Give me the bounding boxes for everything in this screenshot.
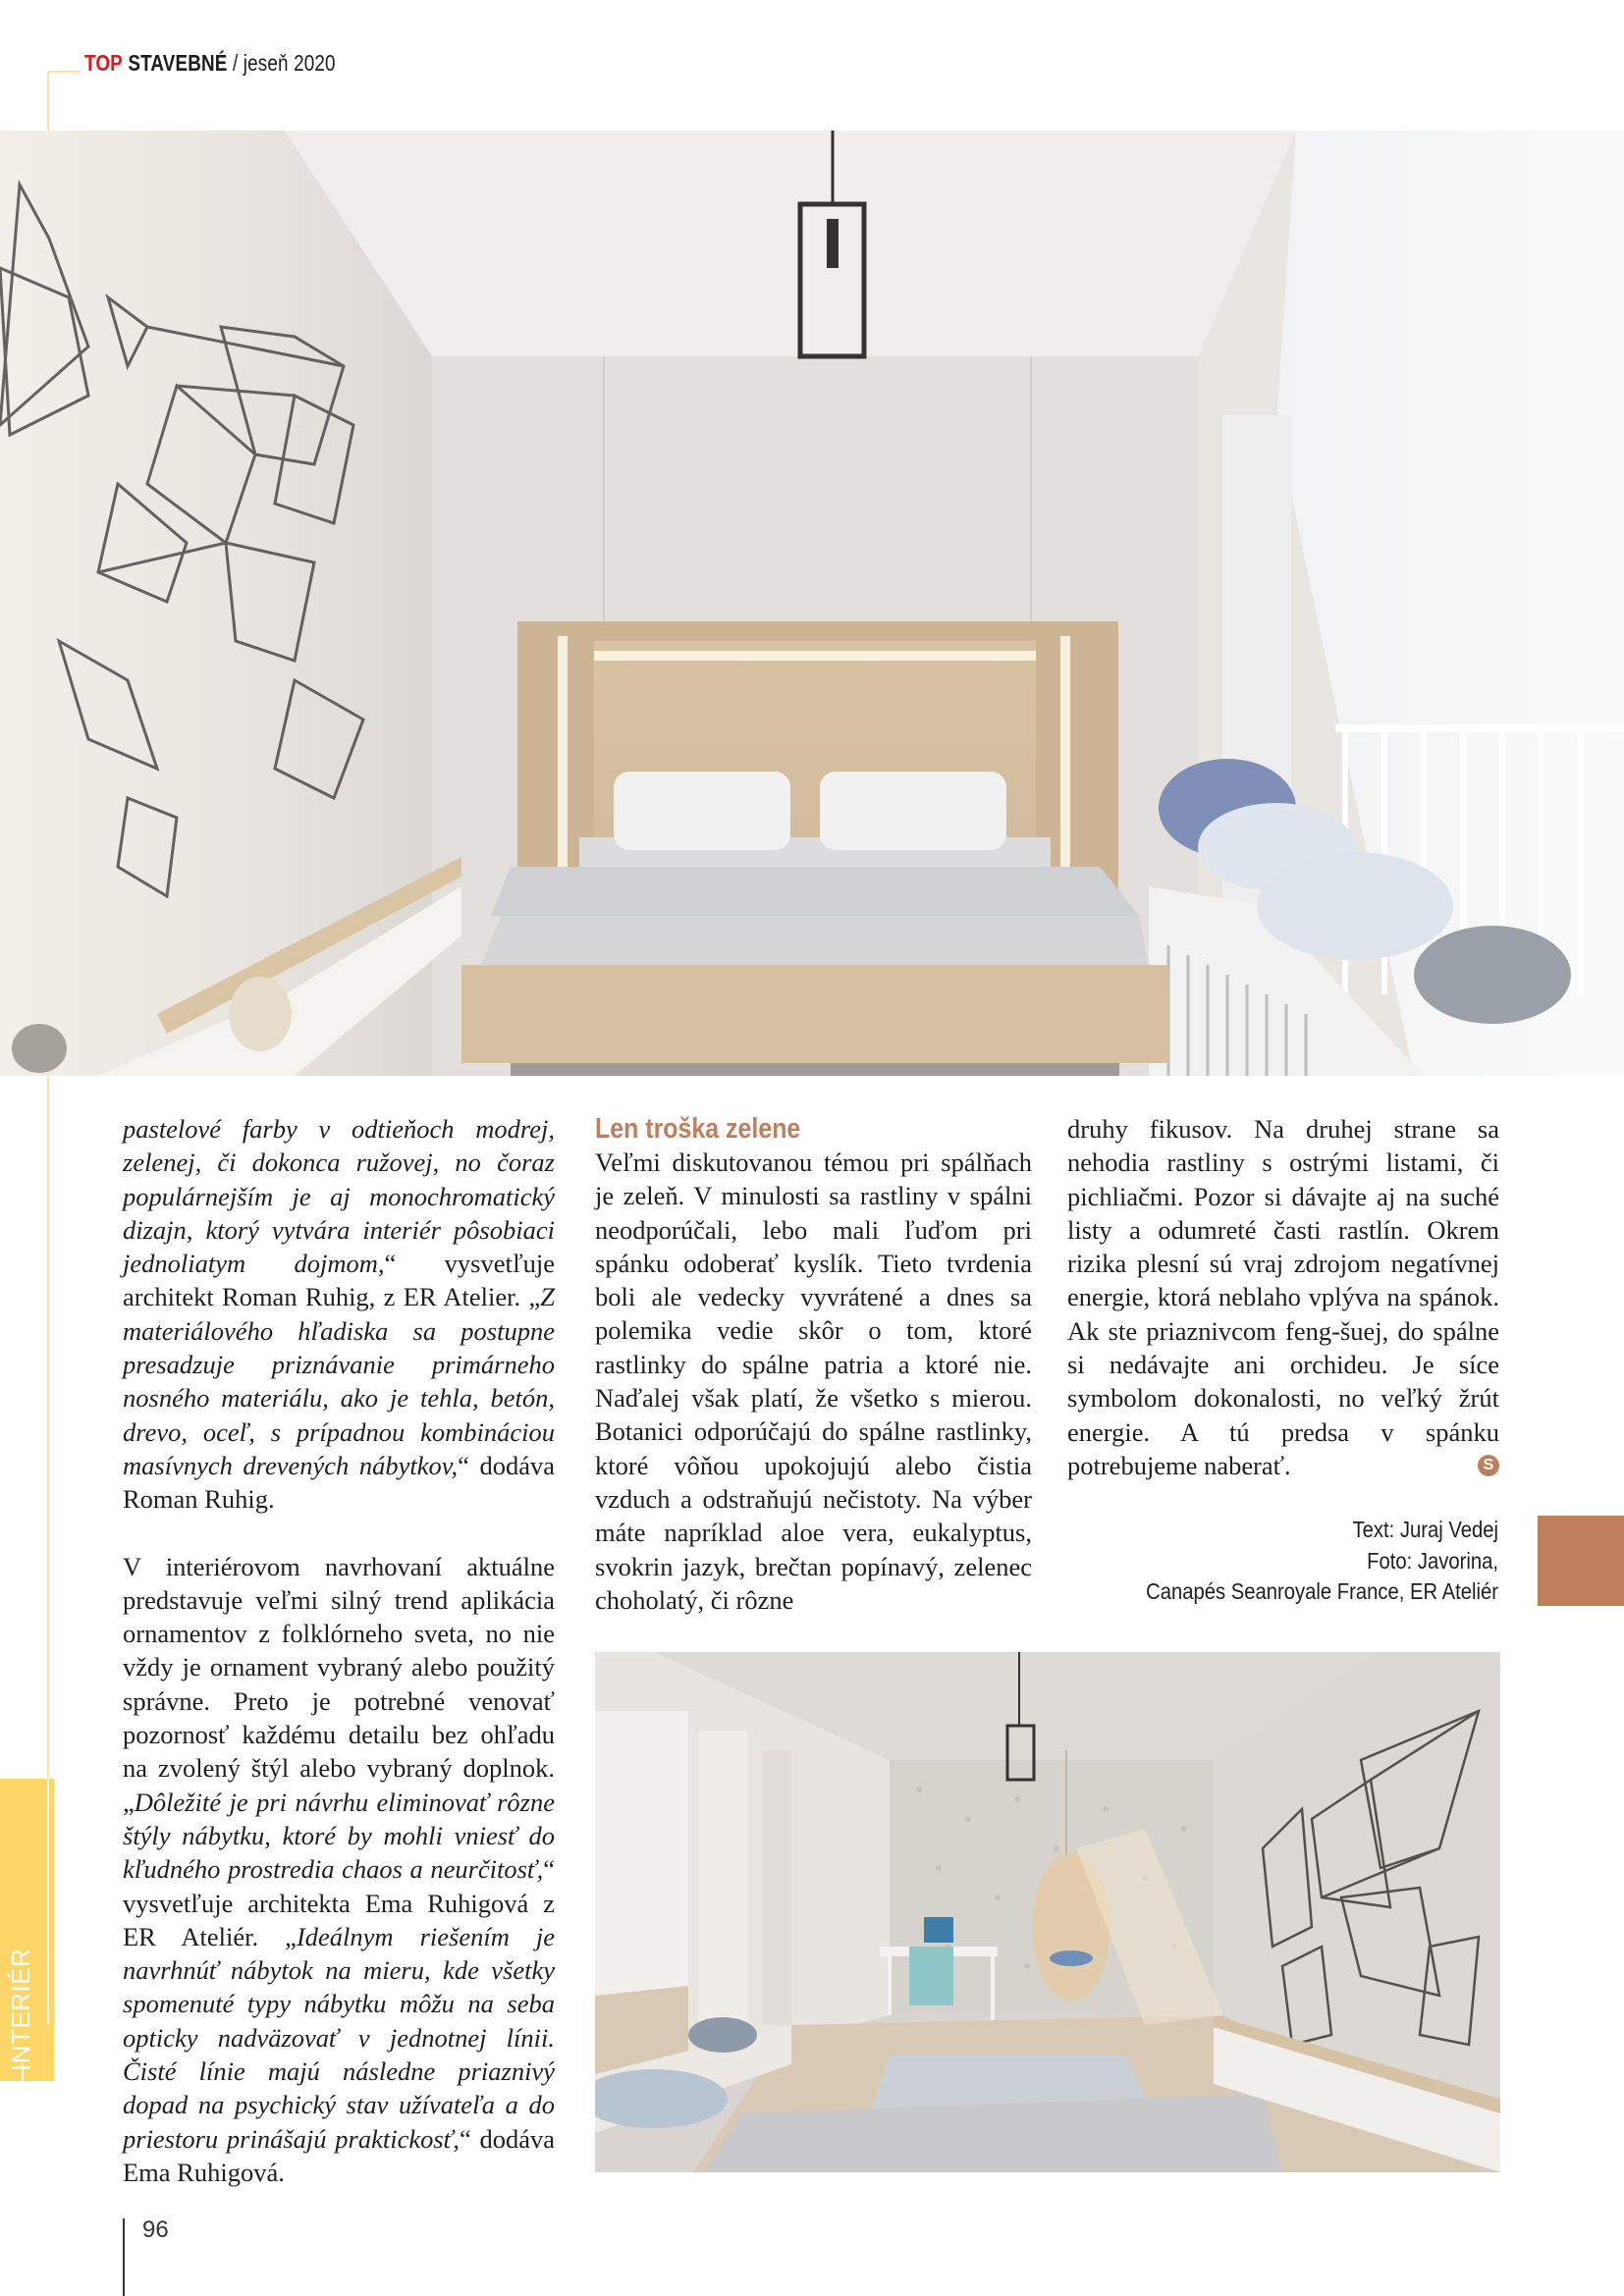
- body-text: “ vysvetľuje architekt Roman Ruhig, z ER Atelier. „: [123, 1249, 555, 1312]
- end-of-article-icon: S: [1478, 1455, 1499, 1476]
- masthead-brand: STAVEBNÉ: [128, 50, 228, 76]
- photo-bedroom-main-illustration: [0, 131, 1624, 1076]
- paragraph: [1067, 1112, 1499, 1482]
- masthead-issue: jeseň 2020: [243, 50, 336, 76]
- section-label: INTERIÉR: [6, 1948, 35, 2071]
- page-number: 96: [142, 2216, 169, 2243]
- credit-photo-sources: Canapés Seanroyale France, ER Ateliér: [1146, 1578, 1498, 1604]
- article-column-2: [595, 1112, 1032, 1617]
- body-text: V interiérovom navrhovaní aktuálne predstavuje veľmi silný trend aplikácia ornamentov z folklórneho sveta, no nie vždy je ornament vybraný alebo použitý správne. Preto je potrebné venovať pozornosť každému detailu bez ohľadu na zvolený štýl alebo vybraný doplnok. „: [123, 1551, 555, 1817]
- masthead-separator: /: [232, 50, 239, 76]
- header-rule: [47, 71, 81, 73]
- section-tab-line: [47, 1779, 49, 2024]
- body-text: “ dodáva Roman Ruhig.: [123, 1450, 555, 1515]
- body-text: druhy fikusov. Na druhej strane sa nehodia rastliny s ostrými listami, či pichliačmi. Pozor si dávajte aj na suché listy a odumreté časti rastlín. Okrem rizika plesní sú vraj zdrojom negatívnej energie, ktorá neblaho vplýva na spánok. Ak ste priaznivcom feng-šuej, do spálne si nedávajte ani orchideu. Je síce symbolom dokonalosti, no veľký žrút energie. A tú predsa v spánku potrebujeme naberať.: [1067, 1114, 1499, 1480]
- masthead: [84, 50, 336, 77]
- header-rule-vertical: [47, 71, 49, 132]
- paragraph: [123, 1550, 555, 2190]
- edge-color-tab: [1538, 1516, 1624, 1606]
- credits: [1070, 1515, 1498, 1608]
- paragraph: [123, 1112, 555, 1517]
- quote-text: Ideálnym riešením je navrhnúť nábytok na mieru, kde všetky spomenuté typy nábytku môžu na seba opticky nadväzovať v jednotnej línii. Čisté línie majú následne priaznivý dopad na psychický stav užívateľa a do priestoru prinášajú praktickosť,: [123, 1921, 555, 2154]
- credit-photo: Foto: Javorina,: [1367, 1547, 1498, 1574]
- subheading: Len troška zelene: [595, 1113, 801, 1145]
- quote-text: pastelové farby v odtieňoch modrej, zelenej, či dokonca ružovej, no čoraz populárnejším je aj monochromatický dizajn, ktorý vytvára interiér pôsobiaci jednoliatym dojmom,: [123, 1114, 555, 1279]
- article-column-1: [123, 1112, 555, 2189]
- quote-text: Dôležité je pri návrhu eliminovať rôzne štýly nábytku, ktoré by mohli vniesť do kľudného prostredia chaos a neurčitosť,: [123, 1787, 555, 1885]
- folio-rule: [123, 2218, 125, 2296]
- paragraph-gap: [123, 1517, 555, 1550]
- rail-line: [47, 1076, 49, 1779]
- quote-text: Z materiálového hľadiska sa postupne presadzuje priznávanie primárneho nosného materiálu, ako je tehla, betón, drevo, oceľ, s prípadnou kombináciou masívnych drevených nábytkov,: [123, 1282, 555, 1480]
- paragraph: Veľmi diskutovanou témou pri spálňach je zeleň. V minulosti sa rastliny v spálni neodporúčali, lebo mali ľuďom pri spánku odoberať kyslík. Tieto tvrdenia boli ale vedecky vyvrátené a dnes sa polemika vedie skôr o tom, ktoré rastlinky do spálne patria a ktoré nie. Naďalej však platí, že všetko s mierou. Botanici odporúčajú do spálne rastlinky, ktoré vôňou upokojujú alebo čistia vzduch a odstraňujú nečistoty. Na výber máte napríklad aloe vera, eukalyptus, svokrin jazyk, brečtan popínavý, zelenec choholatý, či rôzne: [595, 1148, 1032, 1615]
- photo-bedroom-secondary: [595, 1652, 1500, 2172]
- masthead-top: TOP: [84, 50, 123, 76]
- body-text: “ dodáva Ema Ruhigová.: [123, 2123, 555, 2187]
- body-text: “ vysvetľuje architekta Ema Ruhigová z ER Ateliér. „: [123, 1854, 555, 1951]
- article-column-3: [1067, 1112, 1499, 1482]
- credit-text: Text: Juraj Vedej: [1352, 1517, 1498, 1542]
- photo-bedroom-main: [0, 131, 1624, 1076]
- photo-bedroom-secondary-illustration: [595, 1652, 1500, 2172]
